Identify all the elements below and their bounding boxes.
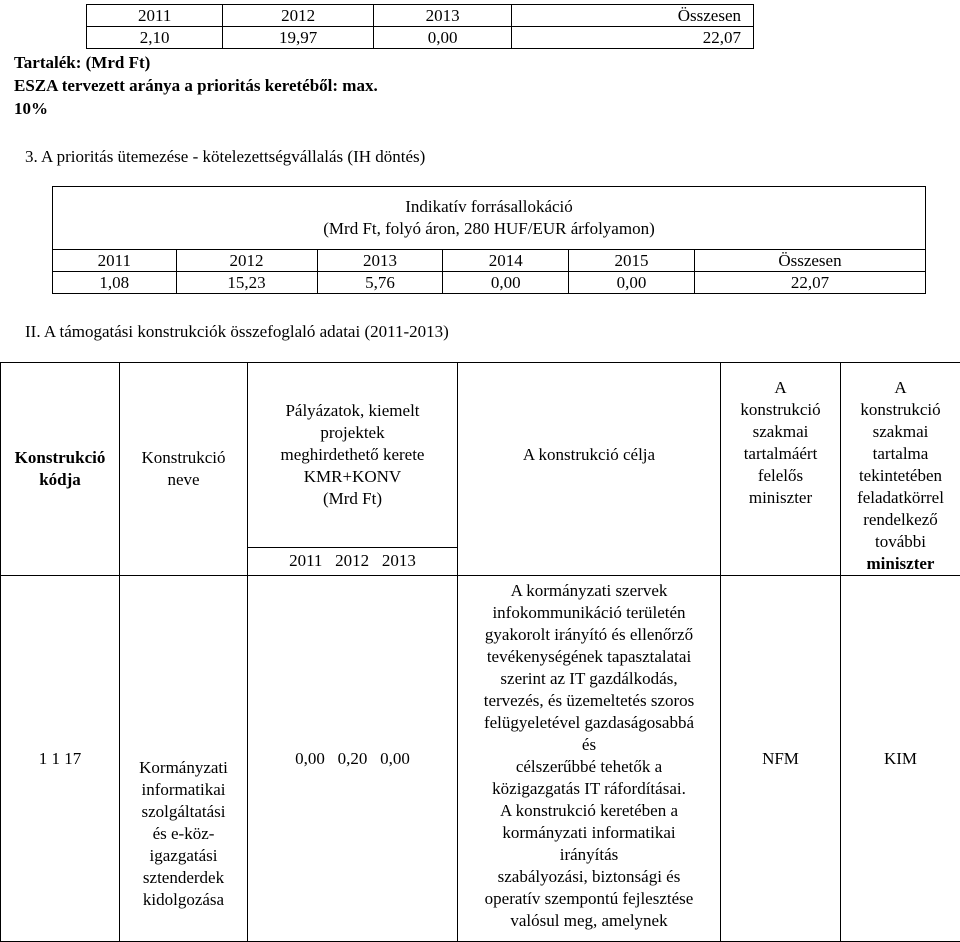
allocation-value: 5,76 [317, 272, 443, 294]
allocation-values-row [53, 272, 926, 294]
esza-ratio-line: ESZA tervezett aránya a prioritás keretéből: max. [14, 75, 378, 97]
construction-code: 1 1 17 [1, 576, 120, 942]
budget-total-label: Összesen [512, 5, 754, 27]
responsible-minister: NFM [721, 576, 841, 942]
header-name: Konstrukció neve [120, 363, 248, 576]
budget-year: 2012 [223, 5, 374, 27]
budget-value: 19,97 [223, 27, 374, 49]
header-goal-spacer [458, 547, 721, 575]
allocation-year: 2012 [176, 250, 317, 272]
summary-table [0, 362, 960, 942]
budget-table [86, 4, 754, 49]
construction-name: Kormányzati informatikai szolgáltatási és e-köz- igazgatási sztenderdek kidolgozása [120, 576, 248, 942]
budget-year: 2011 [87, 5, 223, 27]
allocation-header-row [53, 187, 926, 250]
other-minister: KIM [841, 576, 960, 942]
header-frame-years: 2011 2012 2013 [248, 547, 458, 575]
summary-header-row [1, 363, 960, 548]
header-goal: A konstrukció célja [458, 363, 721, 548]
allocation-value: 0,00 [569, 272, 695, 294]
summary-heading: II. A támogatási konstrukciók összefoglaló adatai (2011-2013) [25, 321, 449, 343]
allocation-title: Indikatív forrásallokáció (Mrd Ft, folyó áron, 280 HUF/EUR árfolyamon) [53, 187, 926, 250]
allocation-value: 15,23 [176, 272, 317, 294]
header-minister: A konstrukció szakmai tartalmáért felelős miniszter [721, 363, 841, 576]
allocation-year: 2015 [569, 250, 695, 272]
header-code: Konstrukció kódja [1, 363, 120, 576]
header-frame: Pályázatok, kiemelt projektek meghirdethető kerete KMR+KONV (Mrd Ft) [248, 363, 458, 548]
allocation-total-label: Összesen [694, 250, 925, 272]
budget-values-row [87, 27, 754, 49]
allocation-value: 0,00 [443, 272, 569, 294]
summary-data-row [1, 576, 960, 942]
header-other-minister: A konstrukció szakmai tartalma tekintetében feladatkörrel rendelkező további miniszter [841, 363, 960, 576]
allocation-table [52, 186, 926, 294]
allocation-year: 2013 [317, 250, 443, 272]
budget-value: 0,00 [373, 27, 511, 49]
allocation-year: 2014 [443, 250, 569, 272]
budget-years-row [87, 5, 754, 27]
allocation-years-row [53, 250, 926, 272]
allocation-year: 2011 [53, 250, 177, 272]
allocation-value: 1,08 [53, 272, 177, 294]
allocation-total-value: 22,07 [694, 272, 925, 294]
budget-year: 2013 [373, 5, 511, 27]
construction-frame-values: 0,00 0,20 0,00 [248, 576, 458, 942]
esza-ratio-value: 10% [14, 98, 48, 120]
construction-goal: A kormányzati szervek infokommunikáció területén gyakorolt irányító és ellenőrző tevékenységének tapasztalatai szerint az IT gazdálkodás, tervezés, és üzemeltetés szoros felügyeletével gazdaságosabbá és célszerűbbé tehetők a közigazgatás IT ráfordításai. A konstrukció keretében a kormányzati informatikai irányítás szabályozási, biztonsági és operatív szempontú fejlesztése valósul meg, amelynek [458, 576, 721, 942]
schedule-heading: 3. A prioritás ütemezése - kötelezettségvállalás (IH döntés) [25, 146, 425, 168]
reserve-label: Tartalék: (Mrd Ft) [14, 52, 150, 74]
budget-total-value: 22,07 [512, 27, 754, 49]
budget-value: 2,10 [87, 27, 223, 49]
